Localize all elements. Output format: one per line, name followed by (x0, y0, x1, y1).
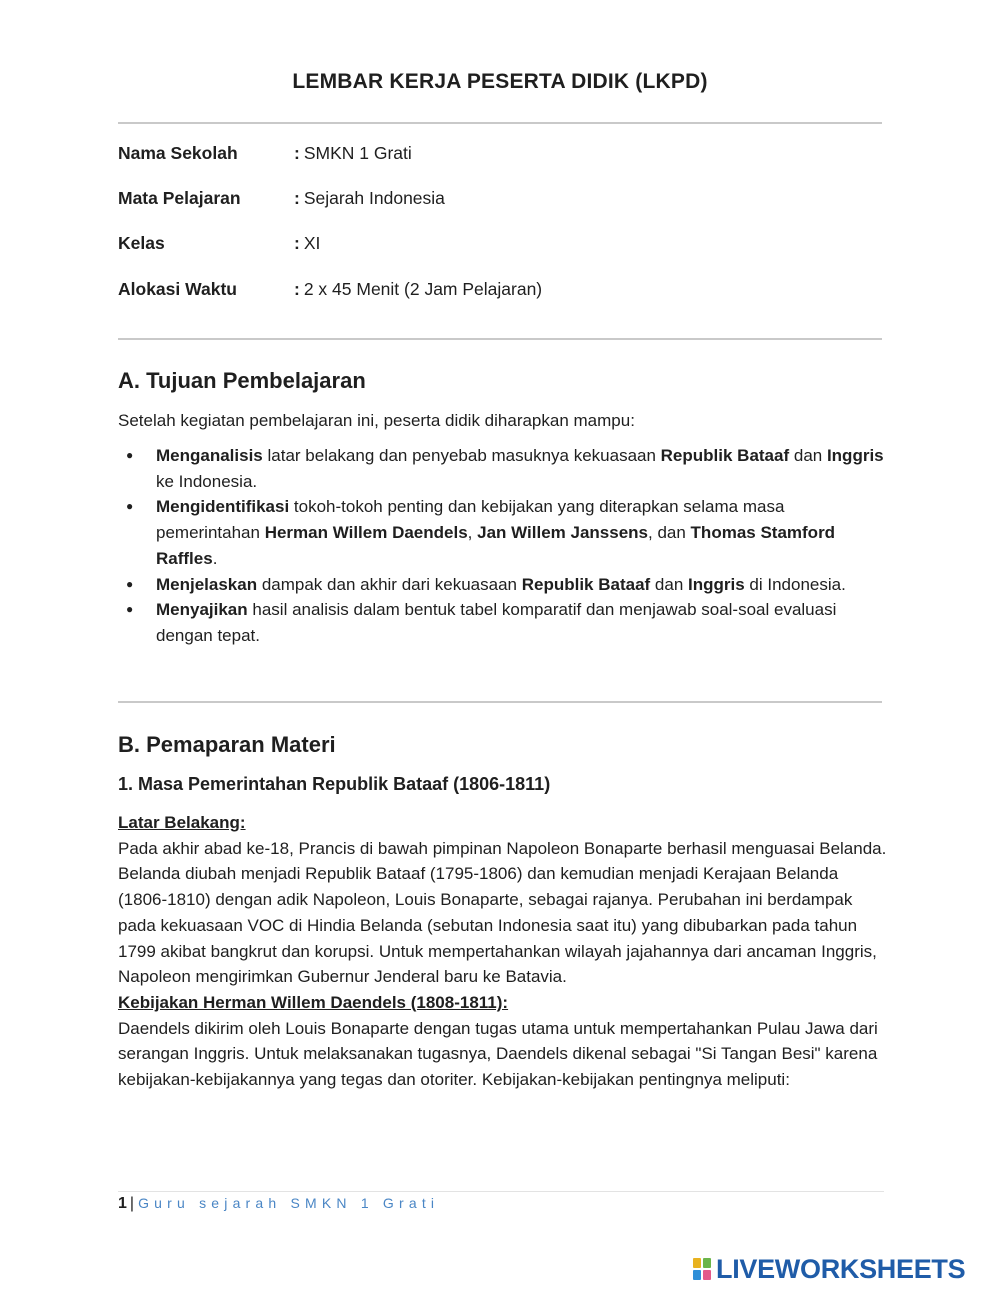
objective-keyword: Menjelaskan (156, 574, 258, 594)
objective-text: latar belakang dan penyebab masuknya kekuasaan (262, 446, 661, 465)
section-a-intro: Setelah kegiatan pembelajaran ini, peserta didik diharapkan mampu: (118, 411, 635, 430)
section-a-heading: A. Tujuan Pembelajaran (118, 368, 366, 393)
objective-keyword: Republik Bataaf (660, 446, 790, 465)
footer (118, 1195, 439, 1213)
info-value (294, 279, 542, 300)
objective-keyword: Jan Willem Janssens (477, 523, 648, 543)
objective-text: dampak dan akhir dari kekuasaan (257, 574, 522, 594)
logo-square (703, 1270, 711, 1280)
kebijakan-text: Daendels dikirim oleh Louis Bonaparte dengan tugas utama untuk mempertahankan Pulau Jawa dari serangan Inggris. Untuk melaksanakan tugasnya, Daendels dikenal sebagai "Si Tangan Besi" karena kebijakan-kebijakannya yang tegas dan otoriter. Kebijakan-kebijakan pentingnya meliputi: (118, 1018, 878, 1090)
objective-text: dan (650, 574, 689, 594)
objective-item (118, 597, 888, 648)
objective-text: dan (789, 446, 827, 465)
objective-keyword: Mengidentifikasi (156, 497, 290, 517)
info-value-text: 2 x 45 Menit (2 Jam Pelajaran) (303, 279, 543, 299)
footer-text: Guru sejarah SMKN 1 Grati (138, 1195, 440, 1211)
objective-text: . (212, 548, 218, 568)
liveworksheets-logo[interactable] (692, 1252, 965, 1286)
objective-keyword: Herman Willem Daendels (264, 523, 468, 543)
header-divider (118, 122, 882, 124)
info-label: Mata Pelajaran (118, 188, 241, 208)
info-value-text: SMKN 1 Grati (303, 143, 412, 163)
objective-text: , (467, 523, 478, 543)
info-label: Nama Sekolah (118, 143, 238, 163)
liveworksheets-logo-text: LIVEWORKSHEETS (716, 1253, 966, 1284)
objective-keyword: Inggris (688, 574, 745, 594)
objective-keyword: Republik Bataaf (521, 574, 651, 594)
subsection-heading: 1. Masa Pemerintahan Republik Bataaf (1806-1811) (118, 774, 551, 794)
info-colon: : (294, 279, 300, 299)
latar-text: Pada akhir abad ke-18, Prancis di bawah pimpinan Napoleon Bonaparte berhasil menguasai Belanda. Belanda diubah menjadi Republik Bataaf (1795-1806) dan kemudian menjadi Kerajaan Belanda (1806-1810) dengan adik Napoleon, Louis Bonaparte, sebagai rajanya. Perubahan ini berdampak pada kekuasaan VOC di Hindia Belanda (sebutan Indonesia saat itu) yang dibubarkan pada tahun 1799 akibat bangkrut dan korupsi. Untuk mempertahankan wilayah jajahannya dari ancaman Inggris, Napoleon mengirimkan Gubernur Jenderal baru ke Batavia. (118, 838, 887, 987)
objective-keyword: Menganalisis (156, 446, 263, 465)
logo-square (693, 1258, 701, 1268)
info-label: Alokasi Waktu (118, 279, 237, 299)
section-divider (118, 701, 882, 703)
objective-keyword: Menyajikan (156, 600, 248, 620)
objective-text: ke Indonesia. (156, 471, 258, 491)
footer-divider (118, 1191, 884, 1192)
info-value (294, 188, 445, 209)
objective-item (118, 494, 888, 571)
logo-square (693, 1270, 701, 1280)
logo-square (703, 1258, 711, 1268)
objective-text: , dan (648, 523, 691, 543)
liveworksheets-logo-icon (692, 1257, 712, 1281)
info-value-text: Sejarah Indonesia (303, 188, 445, 208)
info-value (294, 143, 412, 164)
section-b-heading: B. Pemaparan Materi (118, 732, 336, 757)
objective-text: hasil analisis dalam bentuk tabel komparatif dan menjawab soal-soal evaluasi dengan tepat. (156, 600, 837, 645)
latar-heading: Latar Belakang: (118, 813, 246, 832)
info-label: Kelas (118, 233, 165, 253)
objective-item (118, 443, 888, 494)
page-title: LEMBAR KERJA PESERTA DIDIK (LKPD) (292, 70, 708, 93)
page-number: 1 (118, 1195, 127, 1212)
info-value-text: XI (303, 233, 321, 253)
footer-separator: | (129, 1195, 135, 1212)
info-colon: : (294, 233, 300, 253)
objective-item (118, 572, 888, 598)
info-colon: : (294, 188, 300, 208)
objective-keyword: Inggris (826, 446, 884, 465)
objectives-list (118, 443, 888, 649)
latar-block (118, 810, 888, 1093)
objective-text: di Indonesia. (744, 574, 846, 594)
objective-keyword: Thomas Stamford Raffles (156, 523, 836, 568)
kebijakan-heading: Kebijakan Herman Willem Daendels (1808-1811): (118, 992, 509, 1012)
info-value (294, 233, 320, 254)
info-divider (118, 338, 882, 340)
objective-text: tokoh-tokoh penting dan kebijakan yang diterapkan selama masa pemerintahan (156, 497, 785, 543)
info-colon: : (294, 143, 300, 163)
